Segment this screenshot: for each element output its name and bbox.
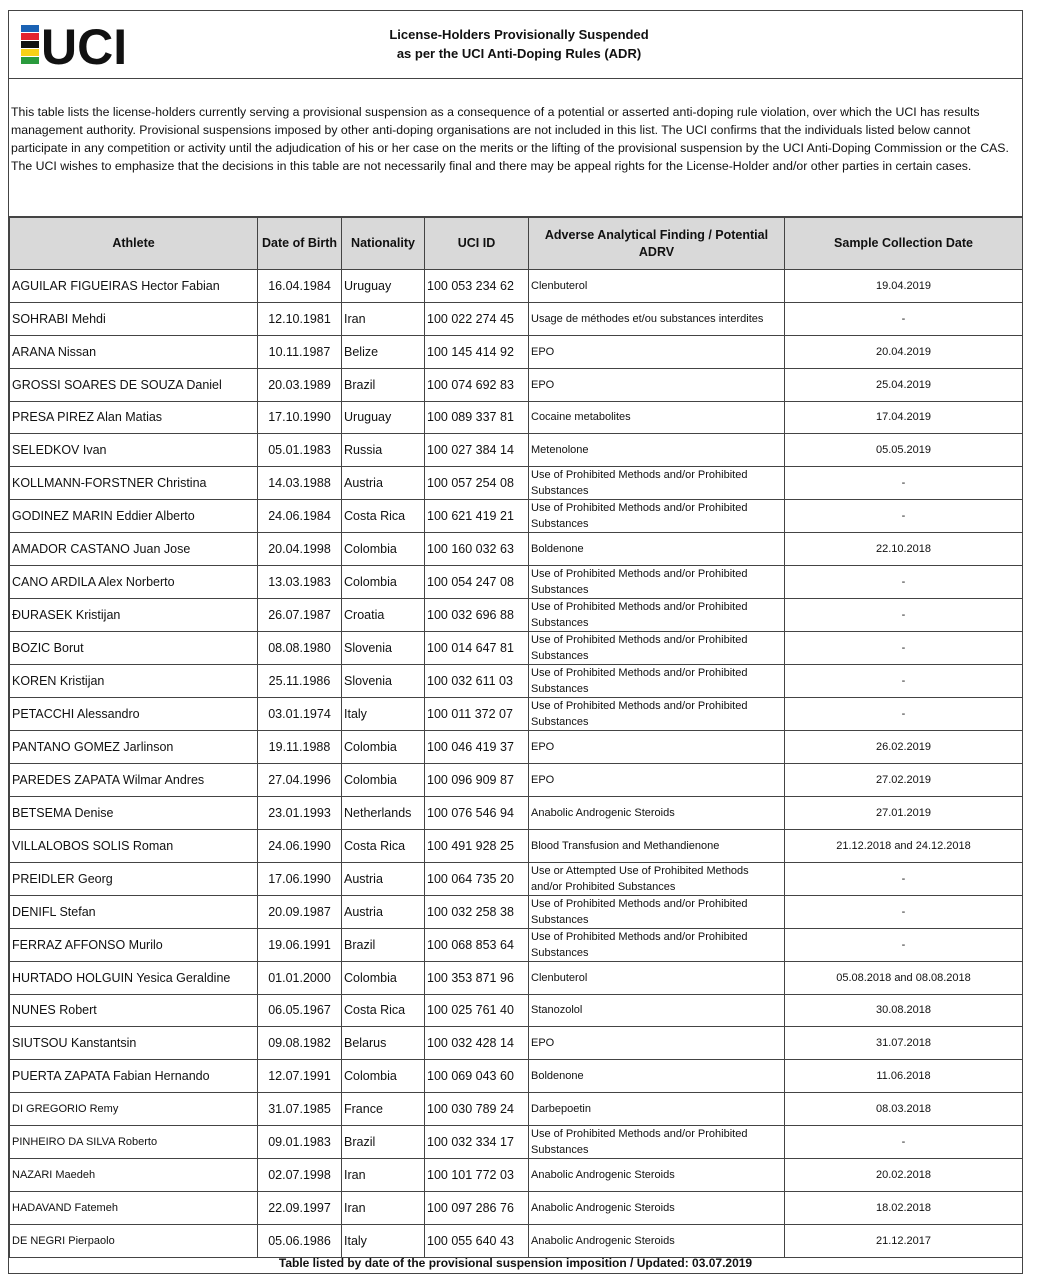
nationality-cell: Costa Rica [342,829,425,862]
sample-date-cell: - [785,500,1023,533]
athlete-cell: HADAVAND Fatemeh [10,1191,258,1224]
sample-date-cell: 21.12.2018 and 24.12.2018 [785,829,1023,862]
uci-id-cell: 100 014 647 81 [425,632,529,665]
table-row [10,599,1023,632]
date-of-birth-cell: 09.08.1982 [258,1027,342,1060]
uci-id-cell: 100 145 414 92 [425,335,529,368]
date-of-birth-cell: 05.06.1986 [258,1224,342,1257]
nationality-cell: Iran [342,302,425,335]
athlete-cell: BOZIC Borut [10,632,258,665]
uci-id-cell: 100 032 696 88 [425,599,529,632]
nationality-cell: Colombia [342,566,425,599]
adrv-cell: Use of Prohibited Methods and/or Prohibited Substances [529,895,785,928]
table-row [10,961,1023,994]
page-title [309,25,729,63]
table-row [10,533,1023,566]
nationality-cell: Uruguay [342,270,425,303]
uci-id-cell: 100 621 419 21 [425,500,529,533]
sample-date-cell: 20.02.2018 [785,1159,1023,1192]
table-footer-note: Table listed by date of the provisional suspension imposition / Updated: 03.07.2019 [278,1256,753,1270]
athlete-cell: AMADOR CASTANO Juan Jose [10,533,258,566]
adrv-cell: Use of Prohibited Methods and/or Prohibited Substances [529,665,785,698]
athlete-cell: PREIDLER Georg [10,862,258,895]
uci-id-cell: 100 032 258 38 [425,895,529,928]
uci-logo [19,21,159,69]
adrv-cell: Use of Prohibited Methods and/or Prohibited Substances [529,500,785,533]
table-row [10,796,1023,829]
sample-date-cell: - [785,467,1023,500]
sample-date-cell: 05.08.2018 and 08.08.2018 [785,961,1023,994]
table-row [10,1224,1023,1257]
nationality-cell: Belarus [342,1027,425,1060]
sample-date-cell: - [785,599,1023,632]
uci-id-cell: 100 160 032 63 [425,533,529,566]
nationality-cell: Iran [342,1159,425,1192]
nationality-cell: Belize [342,335,425,368]
date-of-birth-cell: 22.09.1997 [258,1191,342,1224]
date-of-birth-cell: 03.01.1974 [258,698,342,731]
sample-date-cell: - [785,862,1023,895]
athlete-cell: AGUILAR FIGUEIRAS Hector Fabian [10,270,258,303]
title-line-1: License-Holders Provisionally Suspended [389,27,649,42]
uci-id-cell: 100 027 384 14 [425,434,529,467]
adrv-cell: Boldenone [529,533,785,566]
date-of-birth-cell: 25.11.1986 [258,665,342,698]
nationality-cell: Croatia [342,599,425,632]
nationality-cell: Italy [342,1224,425,1257]
table-row [10,1126,1023,1159]
nationality-cell: Iran [342,1191,425,1224]
uci-id-cell: 100 011 372 07 [425,698,529,731]
sample-date-cell: 11.06.2018 [785,1060,1023,1093]
uci-id-cell: 100 025 761 40 [425,994,529,1027]
adrv-cell: Clenbuterol [529,270,785,303]
adrv-cell: Anabolic Androgenic Steroids [529,1191,785,1224]
table-row [10,401,1023,434]
athlete-cell: NAZARI Maedeh [10,1159,258,1192]
adrv-cell: Cocaine metabolites [529,401,785,434]
adrv-cell: Use of Prohibited Methods and/or Prohibited Substances [529,632,785,665]
adrv-cell: Clenbuterol [529,961,785,994]
col-date-of-birth-header: Date of Birth [258,218,342,270]
sample-date-cell: 27.02.2019 [785,764,1023,797]
athlete-cell: DENIFL Stefan [10,895,258,928]
col-athlete-header: Athlete [10,218,258,270]
athlete-cell: KOLLMANN-FORSTNER Christina [10,467,258,500]
uci-id-cell: 100 022 274 45 [425,302,529,335]
uci-id-cell: 100 053 234 62 [425,270,529,303]
athlete-cell: HURTADO HOLGUIN Yesica Geraldine [10,961,258,994]
uci-id-cell: 100 069 043 60 [425,1060,529,1093]
nationality-cell: Brazil [342,368,425,401]
table-row [10,665,1023,698]
date-of-birth-cell: 27.04.1996 [258,764,342,797]
sample-date-cell: 18.02.2018 [785,1191,1023,1224]
adrv-cell: Metenolone [529,434,785,467]
athlete-cell: GROSSI SOARES DE SOUZA Daniel [10,368,258,401]
adrv-cell: Anabolic Androgenic Steroids [529,1224,785,1257]
table-row [10,928,1023,961]
athlete-cell: DI GREGORIO Remy [10,1093,258,1126]
adrv-cell: EPO [529,1027,785,1060]
uci-id-cell: 100 030 789 24 [425,1093,529,1126]
nationality-cell: Slovenia [342,665,425,698]
suspension-table [9,217,1023,1258]
athlete-cell: BETSEMA Denise [10,796,258,829]
sample-date-cell: - [785,1126,1023,1159]
athlete-cell: PAREDES ZAPATA Wilmar Andres [10,764,258,797]
adrv-cell: Use of Prohibited Methods and/or Prohibited Substances [529,1126,785,1159]
col-adrv-header: Adverse Analytical Finding / Potential ADRV [529,218,785,270]
athlete-cell: SIUTSOU Kanstantsin [10,1027,258,1060]
date-of-birth-cell: 20.04.1998 [258,533,342,566]
table-row [10,698,1023,731]
uci-id-cell: 100 055 640 43 [425,1224,529,1257]
uci-id-cell: 100 064 735 20 [425,862,529,895]
adrv-cell: Use of Prohibited Methods and/or Prohibited Substances [529,467,785,500]
uci-id-cell: 100 057 254 08 [425,467,529,500]
date-of-birth-cell: 13.03.1983 [258,566,342,599]
logo-text: UCI [41,21,128,69]
uci-id-cell: 100 101 772 03 [425,1159,529,1192]
table-row [10,467,1023,500]
nationality-cell: Netherlands [342,796,425,829]
nationality-cell: Colombia [342,1060,425,1093]
nationality-cell: Slovenia [342,632,425,665]
adrv-cell: Use of Prohibited Methods and/or Prohibited Substances [529,566,785,599]
adrv-cell: Use of Prohibited Methods and/or Prohibited Substances [529,599,785,632]
uci-id-cell: 100 089 337 81 [425,401,529,434]
uci-id-cell: 100 096 909 87 [425,764,529,797]
date-of-birth-cell: 24.06.1990 [258,829,342,862]
table-row [10,368,1023,401]
adrv-cell: Usage de méthodes et/ou substances interdites [529,302,785,335]
athlete-cell: PANTANO GOMEZ Jarlinson [10,731,258,764]
table-row [10,862,1023,895]
date-of-birth-cell: 08.08.1980 [258,632,342,665]
nationality-cell: Uruguay [342,401,425,434]
adrv-cell: EPO [529,368,785,401]
date-of-birth-cell: 10.11.1987 [258,335,342,368]
table-row [10,500,1023,533]
adrv-cell: Blood Transfusion and Methandienone [529,829,785,862]
athlete-cell: SOHRABI Mehdi [10,302,258,335]
adrv-cell: Use of Prohibited Methods and/or Prohibited Substances [529,698,785,731]
intro-paragraph: This table lists the license-holders currently serving a provisional suspension as a consequence of a potential or asserted anti-doping rule violation, over which the UCI has results management authority. Provisional suspensions imposed by other anti-doping organisations are not included in this list. The UCI confirms that the individuals listed below cannot participate in any competition or activity until the adjudication of his or her case on the merits or the lifting of the provisional suspension by the UCI Anti-Doping Commission or the CAS. The UCI wishes to emphasize that the decisions in this table are not necessarily final and there may be appeal rights for the License-Holder and/or other parties in certain cases. [11,105,1009,173]
athlete-cell: DE NEGRI Pierpaolo [10,1224,258,1257]
sample-date-cell: - [785,632,1023,665]
sample-date-cell: 26.02.2019 [785,731,1023,764]
adrv-cell: EPO [529,764,785,797]
athlete-cell: NUNES Robert [10,994,258,1027]
adrv-cell: EPO [529,335,785,368]
sample-date-cell: 27.01.2019 [785,796,1023,829]
table-row [10,566,1023,599]
date-of-birth-cell: 09.01.1983 [258,1126,342,1159]
athlete-cell: VILLALOBOS SOLIS Roman [10,829,258,862]
uci-id-cell: 100 491 928 25 [425,829,529,862]
date-of-birth-cell: 12.07.1991 [258,1060,342,1093]
athlete-cell: KOREN Kristijan [10,665,258,698]
uci-id-cell: 100 097 286 76 [425,1191,529,1224]
uci-id-cell: 100 076 546 94 [425,796,529,829]
uci-id-cell: 100 032 334 17 [425,1126,529,1159]
adrv-cell: Stanozolol [529,994,785,1027]
sample-date-cell: - [785,566,1023,599]
adrv-cell: Darbepoetin [529,1093,785,1126]
athlete-cell: PINHEIRO DA SILVA Roberto [10,1126,258,1159]
nationality-cell: Colombia [342,961,425,994]
col-uci-id-header: UCI ID [425,218,529,270]
sample-date-cell: 19.04.2019 [785,270,1023,303]
sample-date-cell: - [785,928,1023,961]
nationality-cell: Costa Rica [342,500,425,533]
nationality-cell: Russia [342,434,425,467]
uci-id-cell: 100 032 611 03 [425,665,529,698]
nationality-cell: Italy [342,698,425,731]
date-of-birth-cell: 20.09.1987 [258,895,342,928]
date-of-birth-cell: 12.10.1981 [258,302,342,335]
date-of-birth-cell: 17.10.1990 [258,401,342,434]
sample-date-cell: 25.04.2019 [785,368,1023,401]
adrv-cell: Use or Attempted Use of Prohibited Methods and/or Prohibited Substances [529,862,785,895]
table-row [10,1093,1023,1126]
date-of-birth-cell: 19.11.1988 [258,731,342,764]
title-line-2: as per the UCI Anti-Doping Rules (ADR) [396,46,642,61]
table-row [10,994,1023,1027]
nationality-cell: Austria [342,895,425,928]
nationality-cell: Austria [342,862,425,895]
sample-date-cell: 31.07.2018 [785,1027,1023,1060]
uci-id-cell: 100 068 853 64 [425,928,529,961]
table-row [10,632,1023,665]
athlete-cell: ARANA Nissan [10,335,258,368]
athlete-cell: PETACCHI Alessandro [10,698,258,731]
nationality-cell: Costa Rica [342,994,425,1027]
nationality-cell: Brazil [342,1126,425,1159]
adrv-cell: Use of Prohibited Methods and/or Prohibited Substances [529,928,785,961]
document-frame [8,10,1023,1274]
athlete-cell: CANO ARDILA Alex Norberto [10,566,258,599]
date-of-birth-cell: 31.07.1985 [258,1093,342,1126]
adrv-cell: Boldenone [529,1060,785,1093]
nationality-cell: Austria [342,467,425,500]
document-header [9,11,1022,79]
date-of-birth-cell: 16.04.1984 [258,270,342,303]
sample-date-cell: - [785,665,1023,698]
table-row [10,1159,1023,1192]
nationality-cell: Colombia [342,764,425,797]
date-of-birth-cell: 02.07.1998 [258,1159,342,1192]
col-sample-date-header: Sample Collection Date [785,218,1023,270]
sample-date-cell: 21.12.2017 [785,1224,1023,1257]
table-row [10,302,1023,335]
col-nationality-header: Nationality [342,218,425,270]
nationality-cell: Colombia [342,533,425,566]
sample-date-cell: 17.04.2019 [785,401,1023,434]
date-of-birth-cell: 01.01.2000 [258,961,342,994]
date-of-birth-cell: 24.06.1984 [258,500,342,533]
athlete-cell: GODINEZ MARIN Eddier Alberto [10,500,258,533]
uci-id-cell: 100 353 871 96 [425,961,529,994]
date-of-birth-cell: 20.03.1989 [258,368,342,401]
date-of-birth-cell: 05.01.1983 [258,434,342,467]
table-row [10,731,1023,764]
table-row [10,895,1023,928]
table-row [10,1060,1023,1093]
date-of-birth-cell: 14.03.1988 [258,467,342,500]
date-of-birth-cell: 06.05.1967 [258,994,342,1027]
table-row [10,335,1023,368]
athlete-cell: FERRAZ AFFONSO Murilo [10,928,258,961]
uci-id-cell: 100 054 247 08 [425,566,529,599]
sample-date-cell: - [785,698,1023,731]
uci-id-cell: 100 032 428 14 [425,1027,529,1060]
sample-date-cell: 20.04.2019 [785,335,1023,368]
adrv-cell: Anabolic Androgenic Steroids [529,796,785,829]
table-row [10,434,1023,467]
table-row [10,829,1023,862]
athlete-cell: ĐURASEK Kristijan [10,599,258,632]
date-of-birth-cell: 17.06.1990 [258,862,342,895]
athlete-cell: PRESA PIREZ Alan Matias [10,401,258,434]
uci-id-cell: 100 074 692 83 [425,368,529,401]
sample-date-cell: 05.05.2019 [785,434,1023,467]
date-of-birth-cell: 23.01.1993 [258,796,342,829]
sample-date-cell: 08.03.2018 [785,1093,1023,1126]
nationality-cell: Colombia [342,731,425,764]
date-of-birth-cell: 26.07.1987 [258,599,342,632]
adrv-cell: EPO [529,731,785,764]
athlete-cell: PUERTA ZAPATA Fabian Hernando [10,1060,258,1093]
adrv-cell: Anabolic Androgenic Steroids [529,1159,785,1192]
sample-date-cell: 30.08.2018 [785,994,1023,1027]
table-row [10,1027,1023,1060]
table-row [10,1191,1023,1224]
table-header-row [10,218,1023,270]
date-of-birth-cell: 19.06.1991 [258,928,342,961]
athlete-cell: SELEDKOV Ivan [10,434,258,467]
sample-date-cell: 22.10.2018 [785,533,1023,566]
sample-date-cell: - [785,302,1023,335]
sample-date-cell: - [785,895,1023,928]
nationality-cell: Brazil [342,928,425,961]
table-row [10,764,1023,797]
uci-id-cell: 100 046 419 37 [425,731,529,764]
nationality-cell: France [342,1093,425,1126]
table-row [10,270,1023,303]
